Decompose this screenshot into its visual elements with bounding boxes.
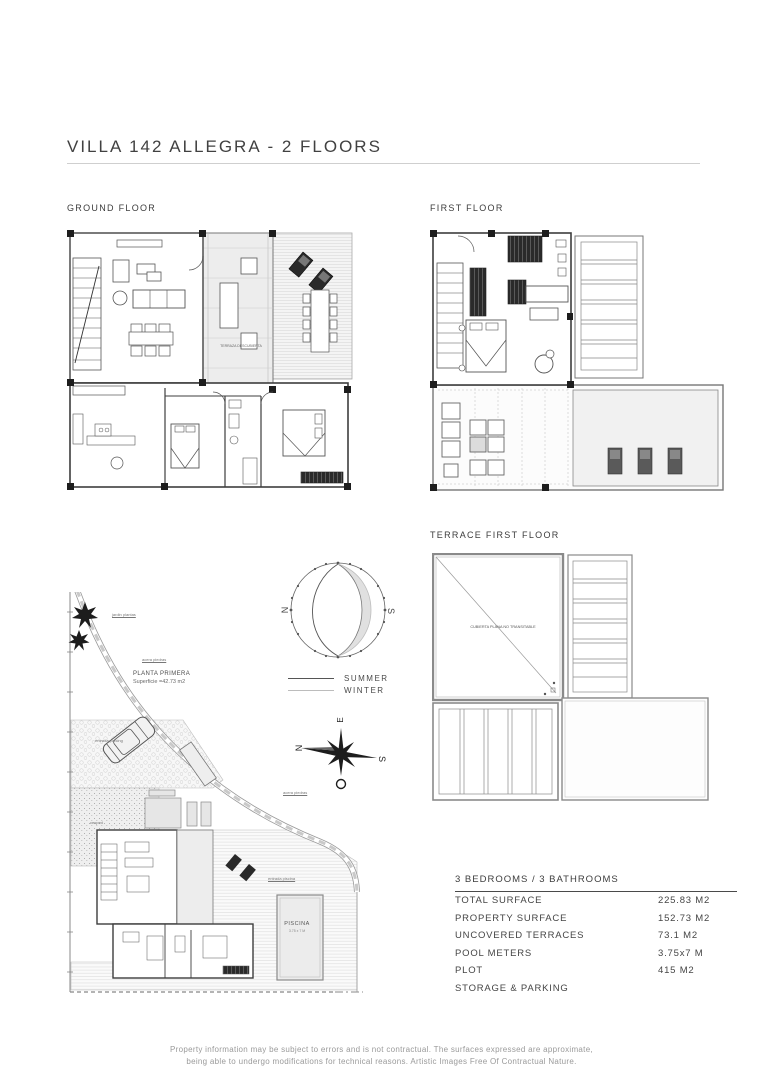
spec-label: STORAGE & PARKING — [455, 982, 569, 994]
spec-value: 225.83 M2 — [658, 895, 711, 907]
page-title: VILLA 142 ALLEGRA - 2 FLOORS — [67, 137, 382, 156]
site-label-path-lower: acera piedras — [283, 790, 308, 795]
site-plan-surface: Superficie =42.73 m2 — [133, 679, 186, 685]
spec-value: 73.1 M2 — [658, 930, 698, 942]
terrace-first-floor-label: TERRACE FIRST FLOOR — [430, 530, 560, 540]
spec-label: PROPERTY SURFACE — [455, 912, 568, 924]
disclaimer-line1: Property information may be subject to errors and is not contractual. The surfaces expressed are approximate, — [170, 1045, 593, 1054]
spec-value: 3.75x7 M — [658, 947, 704, 959]
spec-table — [455, 874, 737, 997]
site-label-plants: jardin plantas — [112, 612, 136, 617]
ground-floor-plan — [65, 228, 360, 496]
site-label-pool-entry: entrada piscina — [268, 876, 296, 881]
table-row — [455, 945, 737, 963]
sun-south-label: S — [386, 607, 396, 615]
roof-note: CUBIERTA PLANA NO TRANSITABLE — [470, 625, 536, 629]
spec-label: UNCOVERED TERRACES — [455, 930, 585, 942]
table-row — [455, 910, 737, 928]
title-divider — [67, 163, 700, 164]
ground-terrace-note: TERRAZA DESCUBIERTA — [220, 344, 262, 348]
site-label-lawn: cesped — [90, 820, 103, 825]
summer-label: SUMMER — [344, 673, 389, 683]
site-label-path-upper: acera piedras — [142, 657, 167, 662]
compass-east-label: E — [336, 717, 345, 723]
table-row — [455, 962, 737, 980]
disclaimer-line2: being able to undergo modifications for technical reasons. Artistic Images Free Of Contractual Nature. — [186, 1057, 577, 1066]
spec-value: 415 M2 — [658, 965, 695, 977]
pool-size-label: 3.75 x 7 M — [288, 929, 306, 933]
compass-south-label: S — [377, 755, 387, 763]
table-row — [455, 980, 737, 998]
spec-label: TOTAL SURFACE — [455, 895, 543, 907]
winter-label: WINTER — [344, 685, 385, 695]
first-floor-label: FIRST FLOOR — [430, 203, 504, 213]
pool-label: PISCINA — [284, 921, 310, 927]
site-plan-title: PLANTA PRIMERA — [133, 671, 191, 677]
site-label-parking: entrada parking — [95, 738, 123, 743]
disclaimer — [0, 1044, 763, 1068]
table-row — [455, 927, 737, 945]
first-floor-plan — [430, 228, 725, 496]
spec-header: 3 BEDROOMS / 3 BATHROOMS — [455, 874, 737, 892]
spec-label: POOL METERS — [455, 947, 533, 959]
spec-label: PLOT — [455, 965, 484, 977]
terrace-first-floor-plan — [432, 553, 712, 803]
compass-north-label: N — [294, 744, 304, 752]
table-row — [455, 892, 737, 910]
spec-value: 152.73 M2 — [658, 912, 711, 924]
ground-floor-label: GROUND FLOOR — [67, 203, 157, 213]
sun-north-label: N — [280, 606, 290, 614]
site-plan — [63, 592, 365, 1028]
